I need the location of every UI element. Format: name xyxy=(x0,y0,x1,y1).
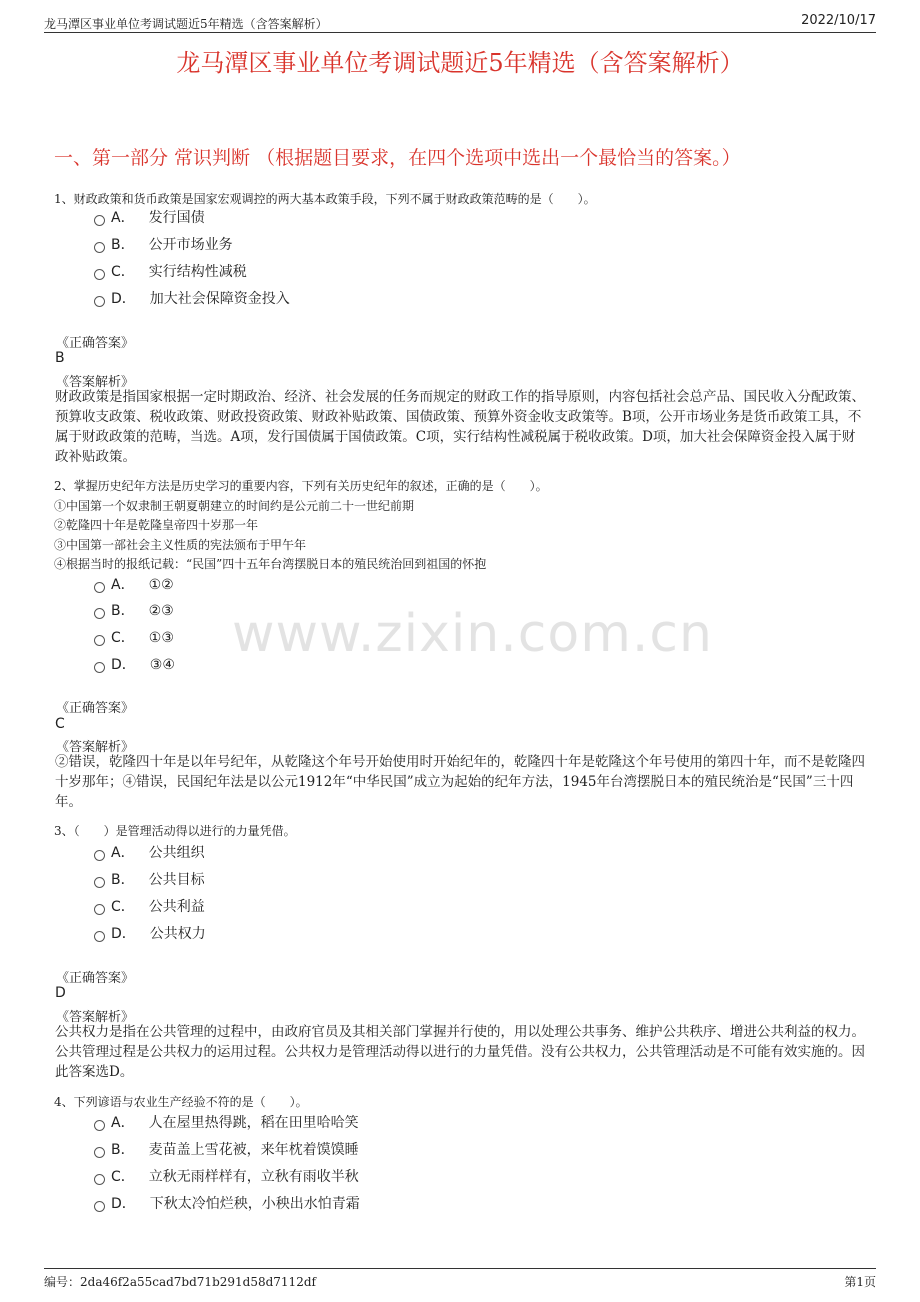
page-header xyxy=(44,10,876,33)
radio-icon[interactable] xyxy=(94,1174,105,1185)
question-2-option-c[interactable]: C． ①③ xyxy=(94,628,174,648)
radio-icon[interactable] xyxy=(94,931,105,942)
header-date: 2022/10/17 xyxy=(801,13,876,28)
question-3-option-a[interactable]: A． 公共组织 xyxy=(94,843,205,863)
question-2-stem: 2、掌握历史纪年方法是历史学习的重要内容，下列有关历史纪年的叙述，正确的是（ ）。 xyxy=(54,479,548,493)
question-4-option-a[interactable]: A． 人在屋里热得跳，稻在田里哈哈笑 xyxy=(94,1113,359,1133)
question-2-note: ①中国第一个奴隶制王朝夏朝建立的时间约是公元前二十一世纪前期 xyxy=(54,499,415,513)
radio-icon[interactable] xyxy=(94,608,105,619)
radio-icon[interactable] xyxy=(94,269,105,280)
question-3-answer: D xyxy=(55,985,66,1001)
radio-icon[interactable] xyxy=(94,242,105,253)
radio-icon[interactable] xyxy=(94,662,105,673)
radio-icon[interactable] xyxy=(94,1201,105,1212)
question-2-option-d[interactable]: D． ③④ xyxy=(94,655,175,675)
question-2-answer-label: 《正确答案》 xyxy=(56,701,135,716)
question-1-answer-label: 《正确答案》 xyxy=(56,336,135,351)
question-2-note: ②乾隆四十年是乾隆皇帝四十岁那一年 xyxy=(54,518,259,532)
question-3-explanation-label: 《答案解析》 xyxy=(56,1010,135,1025)
question-3-option-d[interactable]: D． 公共权力 xyxy=(94,924,206,944)
radio-icon[interactable] xyxy=(94,215,105,226)
radio-icon[interactable] xyxy=(94,877,105,888)
question-2-answer: C xyxy=(55,716,65,732)
question-2-note: ③中国第一部社会主义性质的宪法颁布于甲午年 xyxy=(54,538,307,552)
question-1-option-a[interactable]: A． 发行国债 xyxy=(94,208,205,228)
watermark: www.zixin.com.cn xyxy=(232,604,713,664)
question-2-explanation: ②错误，乾隆四十年是以年号纪年，从乾隆这个年号开始使用时开始纪年的，乾隆四十年是乾隆这个年号使用的第四十年，而不是乾隆四十岁那年；④错误，民国纪年法是以公元1912年“中华民国”成立为起始的纪年方法，1945年台湾摆脱日本的殖民统治是“民国”三十四年。 xyxy=(55,754,865,810)
page-number: 第1页 xyxy=(844,1275,876,1289)
question-2-note: ④根据当时的报纸记载：“民国”四十五年台湾摆脱日本的殖民统治回到祖国的怀抱 xyxy=(54,557,487,571)
question-2-explanation-label: 《答案解析》 xyxy=(56,740,135,755)
header-doc-title: 龙马潭区事业单位考调试题近5年精选（含答案解析） xyxy=(44,17,328,31)
question-1-option-c[interactable]: C． 实行结构性减税 xyxy=(94,262,247,282)
question-4-stem: 4、下列谚语与农业生产经验不符的是（ ）。 xyxy=(54,1095,308,1109)
question-3-explanation: 公共权力是指在公共管理的过程中，由政府官员及其相关部门掌握并行使的，用以处理公共事务、维护公共秩序、增进公共利益的权力。公共管理过程是公共权力的运用过程。公共权力是管理活动得以进行的力量凭借。没有公共权力，公共管理活动是不可能有效实施的。因此答案选D。 xyxy=(55,1024,865,1080)
question-3-answer-label: 《正确答案》 xyxy=(56,971,135,986)
question-3-option-b[interactable]: B． 公共目标 xyxy=(94,870,205,890)
question-1-stem: 1、财政政策和货币政策是国家宏观调控的两大基本政策手段，下列不属于财政政策范畴的是（ ）。 xyxy=(54,192,596,206)
question-2-option-b[interactable]: B． ②③ xyxy=(94,601,174,621)
section-heading: 一、第一部分 常识判断 （根据题目要求，在四个选项中选出一个最恰当的答案。） xyxy=(54,147,741,169)
radio-icon[interactable] xyxy=(94,1120,105,1131)
question-1-explanation-label: 《答案解析》 xyxy=(56,375,135,390)
question-1-answer: B xyxy=(55,350,65,366)
radio-icon[interactable] xyxy=(94,582,105,593)
radio-icon[interactable] xyxy=(94,296,105,307)
page-footer xyxy=(44,1268,876,1291)
document-title: 龙马潭区事业单位考调试题近5年精选（含答案解析） xyxy=(176,49,744,77)
question-2-option-a[interactable]: A． ①② xyxy=(94,575,174,595)
question-1-explanation: 财政政策是指国家根据一定时期政治、经济、社会发展的任务而规定的财政工作的指导原则，内容包括社会总产品、国民收入分配政策、预算收支政策、税收政策、财政投资政策、财政补贴政策、国债政策、预算外资金收支政策等。B项，公开市场业务是货币政策工具，不属于财政政策的范畴，当选。A项，发行国债属于国债政策。C项，实行结构性减税属于税收政策。D项，加大社会保障资金投入属于财政补贴政策。 xyxy=(55,389,865,465)
question-1-option-d[interactable]: D． 加大社会保障资金投入 xyxy=(94,289,290,309)
radio-icon[interactable] xyxy=(94,850,105,861)
question-4-option-d[interactable]: D． 下秋太冷怕烂秧，小秧出水怕青霜 xyxy=(94,1194,360,1214)
radio-icon[interactable] xyxy=(94,1147,105,1158)
radio-icon[interactable] xyxy=(94,635,105,646)
question-4-option-c[interactable]: C． 立秋无雨样样有，立秋有雨收半秋 xyxy=(94,1167,359,1187)
question-4-option-b[interactable]: B． 麦苗盖上雪花被，来年枕着馍馍睡 xyxy=(94,1140,359,1160)
radio-icon[interactable] xyxy=(94,904,105,915)
question-3-option-c[interactable]: C． 公共利益 xyxy=(94,897,205,917)
question-3-stem: 3、（ ）是管理活动得以进行的力量凭借。 xyxy=(54,824,296,838)
document-code: 编号：2da46f2a55cad7bd71b291d58d7112df xyxy=(44,1275,316,1289)
question-1-option-b[interactable]: B． 公开市场业务 xyxy=(94,235,233,255)
